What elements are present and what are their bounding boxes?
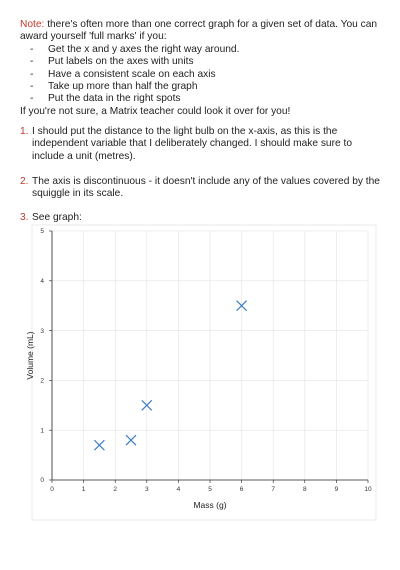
- answer-number: 2.: [20, 176, 29, 187]
- answer-text: The axis is discontinuous - it doesn't include any of the values covered by the squiggle in its scale.: [32, 176, 380, 200]
- y-tick-label: 0: [40, 477, 44, 485]
- answer-number: 1.: [20, 126, 29, 137]
- x-tick-label: 10: [364, 486, 372, 493]
- chart-points: [94, 301, 246, 450]
- note-text: there's often more than one correct graph for a given set of data. You can award yourself 'full marks' if you:: [20, 19, 378, 43]
- x-tick-label: 4: [176, 486, 181, 493]
- answer-number: 3.: [20, 212, 29, 223]
- x-tick-label: 3: [144, 486, 149, 493]
- x-tick-label: 1: [81, 486, 86, 493]
- x-tick-label: 8: [302, 486, 307, 493]
- criteria-item: - Take up more than half the graph: [30, 81, 198, 93]
- data-point-marker: [94, 440, 104, 450]
- note-label: Note:: [20, 19, 45, 30]
- y-tick-label: 4: [40, 278, 44, 285]
- x-tick-label: 5: [208, 486, 212, 493]
- note-footer: If you're not sure, a Matrix teacher could look it over for you!: [20, 105, 291, 117]
- criteria-item: - Get the x and y axes the right way around.: [30, 43, 240, 55]
- x-tick-label: 9: [334, 486, 339, 493]
- criteria-item: - Put the data in the right spots: [30, 93, 181, 105]
- y-tick-label: 3: [40, 327, 44, 335]
- y-tick-label: 1: [40, 427, 44, 435]
- criteria-item: - Put labels on the axes with units: [30, 56, 194, 68]
- chart-ticks: [40, 228, 372, 493]
- y-axis-label: Volume (mL): [25, 331, 35, 380]
- answer-text: I should put the distance to the light bulb on the x-axis, as this is the independent variable that I deliberately changed. I should make sure to include a unit (metres).: [32, 126, 352, 162]
- answer-text: See graph:: [32, 212, 82, 224]
- x-tick-label: 2: [113, 486, 118, 493]
- y-tick-label: 5: [40, 228, 44, 236]
- data-point-marker: [126, 435, 136, 445]
- x-tick-label: 6: [239, 486, 244, 493]
- x-axis-label: Mass (g): [193, 500, 227, 510]
- y-tick-label: 2: [40, 377, 44, 385]
- criteria-item: - Have a consistent scale on each axis: [30, 68, 216, 80]
- x-tick-label: 7: [271, 486, 276, 493]
- chart-grid: [32, 225, 376, 520]
- x-tick-label: 0: [50, 486, 54, 493]
